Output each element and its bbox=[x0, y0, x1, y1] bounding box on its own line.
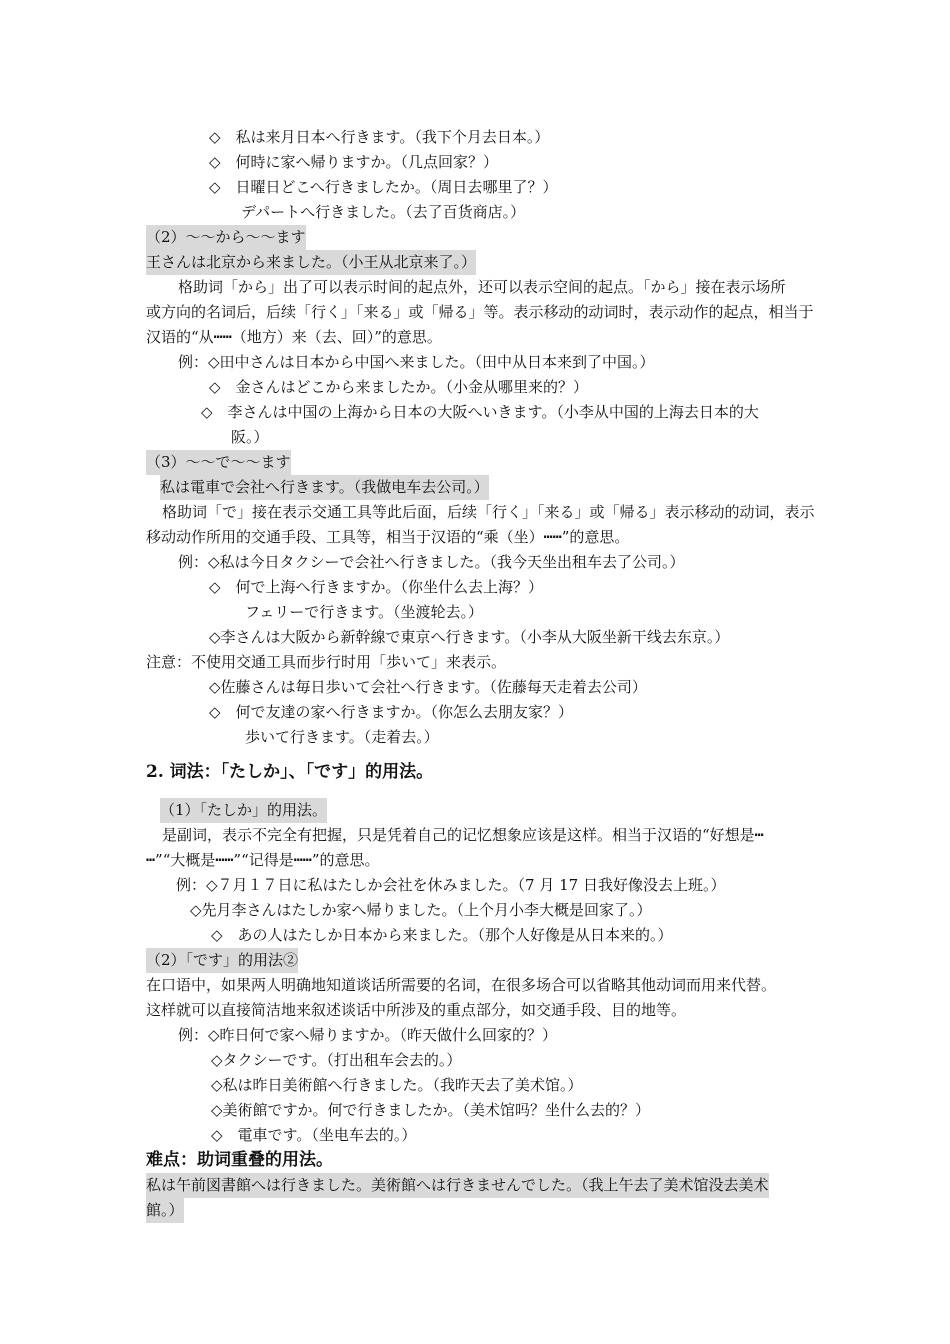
example-line: ◇佐藤さんは毎日歩いて会社へ行きます。（佐藤每天走着去公司） bbox=[209, 678, 647, 696]
example-line: ◇先月李さんはたしか家へ帰りました。（上个月小李大概是回家了。） bbox=[190, 901, 652, 919]
example-line: 阪。） bbox=[231, 428, 269, 446]
example-line: ◇美術館ですか。何で行きましたか。（美术馆吗？坐什么去的？） bbox=[211, 1101, 651, 1119]
example-line: ◇ あの人はたしか日本から来ました。（那个人好像是从日本来的。） bbox=[211, 926, 673, 944]
example-sentence: 館。） bbox=[146, 1198, 184, 1223]
example-line: ◇ 私は来月日本へ行きます。（我下个月去日本。） bbox=[209, 128, 550, 146]
example-sentence: 王さんは北京から来ました。（小王从北京来了。） bbox=[146, 250, 476, 275]
difficulty-title: 难点：助词重叠的用法。 bbox=[146, 1150, 333, 1170]
example-line: 例：◇田中さんは日本から中国へ来ました。（田中从日本来到了中国。） bbox=[178, 353, 655, 371]
paragraph-line: 汉语的“从┅┅（地方）来（去、回）”的意思。 bbox=[146, 328, 442, 346]
section-title: 2. 词法：「たしか」、「です」的用法。 bbox=[146, 762, 434, 782]
example-line: 例：◇７月１７日に私はたしか会社を休みました。（7 月 17 日我好像没去上班。） bbox=[176, 876, 726, 894]
example-sentence: 私は電車で会社へ行きます。（我做电车去公司。） bbox=[160, 475, 489, 500]
example-line: フェリーで行きます。（坐渡轮去。） bbox=[245, 603, 484, 621]
paragraph-line: ┅”“大概是┅┅”“记得是┅┅”的意思。 bbox=[146, 851, 380, 869]
example-line: ◇ 李さんは中国の上海から日本の大阪へいきます。（小李从中国的上海去日本的大 bbox=[201, 403, 759, 421]
paragraph-line: 格助词「から」出了可以表示时间的起点外，还可以表示空间的起点。「から」接在表示场所 bbox=[178, 278, 786, 296]
example-line: ◇ 何時に家へ帰りますか。（几点回家？） bbox=[209, 153, 499, 171]
example-line: ◇ 何で友達の家へ行きますか。（你怎么去朋友家？） bbox=[209, 703, 574, 721]
example-line: ◇ 何で上海へ行きますか。（你坐什么去上海？） bbox=[209, 578, 544, 596]
example-line: ◇タクシーです。（打出租车会去的。） bbox=[211, 1051, 462, 1069]
example-line: ◇ 電車です。（坐电车去的。） bbox=[211, 1126, 417, 1144]
paragraph-line: 或方向的名词后，后续「行く」「来る」或「帰る」等。表示移动的动词时，表示动作的起点，相当于 bbox=[146, 303, 814, 321]
example-line: 例：◇昨日何で家へ帰りますか。（昨天做什么回家的？） bbox=[178, 1026, 558, 1044]
example-line: 例：◇私は今日タクシーで会社へ行きました。（我今天坐出租车去了公司。） bbox=[178, 553, 685, 571]
subsection-heading: （3）～～で～～ます bbox=[146, 450, 291, 475]
example-line: 歩いて行きます。（走着去。） bbox=[245, 728, 439, 746]
example-line: ◇ 日曜日どこへ行きましたか。（周日去哪里了？） bbox=[209, 178, 558, 196]
paragraph-line: 移动动作所用的交通手段、工具等，相当于汉语的“乘（坐）┅┅”的意思。 bbox=[146, 528, 630, 546]
subsection-heading: （2）「です」的用法② bbox=[146, 948, 298, 973]
paragraph-line: 在口语中，如果两人明确地知道谈话所需要的名词，在很多场合可以省略其他动词而用来代替。 bbox=[146, 976, 777, 994]
subsection-heading: （1）「たしか」的用法。 bbox=[160, 798, 327, 823]
example-line: デパートへ行きました。（去了百货商店。） bbox=[241, 203, 526, 221]
paragraph-line: 格助词「で」接在表示交通工具等此后面，后续「行く」「来る」或「帰る」表示移动的动词，表示 bbox=[162, 503, 815, 521]
example-line: ◇李さんは大阪から新幹線で東京へ行きます。（小李从大阪坐新干线去东京。） bbox=[209, 628, 730, 646]
example-line: ◇私は昨日美術館へ行きました。（我昨天去了美术馆。） bbox=[211, 1076, 583, 1094]
paragraph-line: 是副词，表示不完全有把握，只是凭着自己的记忆想象应该是这样。相当于汉语的“好想是┅ bbox=[162, 826, 764, 844]
note-line: 注意：不使用交通工具而步行时用「歩いて」来表示。 bbox=[146, 653, 507, 671]
subsection-heading: （2）～～から～～ます bbox=[146, 225, 306, 250]
paragraph-line: 这样就可以直接简洁地来叙述谈话中所涉及的重点部分，如交通手段、目的地等。 bbox=[146, 1001, 687, 1019]
example-line: ◇ 金さんはどこから来ましたか。（小金从哪里来的？） bbox=[209, 378, 589, 396]
example-sentence: 私は午前図書館へは行きました。美術館へは行きませんでした。（我上午去了美术馆没去美术 bbox=[146, 1173, 769, 1198]
